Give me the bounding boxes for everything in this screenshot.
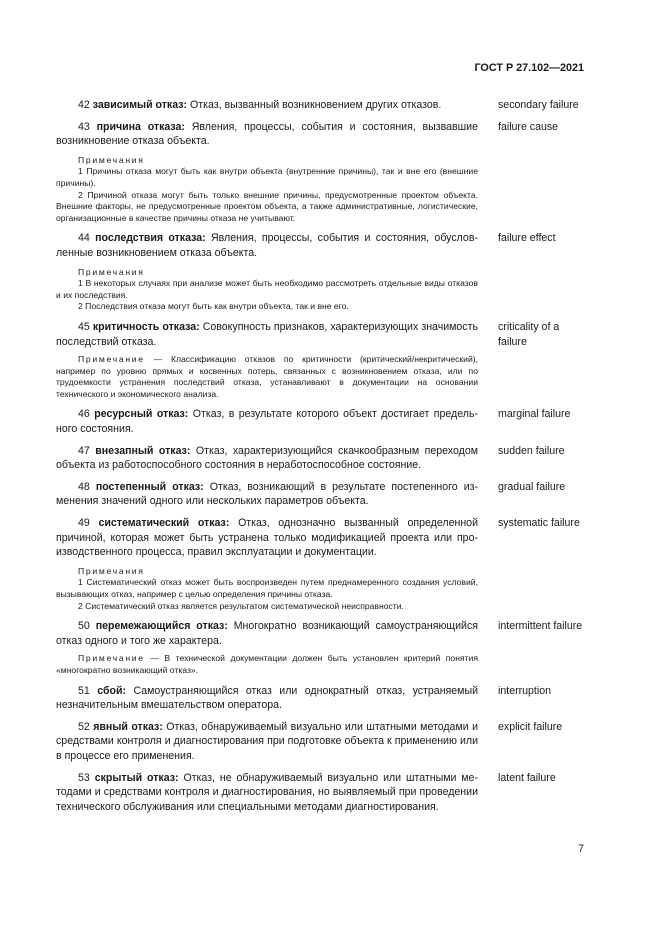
term-entry-45 xyxy=(56,320,584,401)
term-english-equivalent: explicit failure xyxy=(498,720,563,733)
note-item: 1 Причины отказа могут быть как внутри объекта (внутренние причины), так и вне его (внешние причины). xyxy=(56,166,478,188)
term-name: критичность отказа: xyxy=(92,320,200,333)
terms-list xyxy=(56,98,584,821)
notes-heading: Примечания xyxy=(78,565,145,576)
term-number: 45 xyxy=(78,320,90,333)
term-number: 49 xyxy=(78,517,90,530)
term-definition: Отказ, не обнаруживаемый визуально или штатными методами и средствами контроля и диагностирования, но выявляемый при проведении технического обслуживания или специальными методами диагностирования. xyxy=(56,771,478,813)
note-item: 1 Систематический отказ может быть воспроизведен путем преднамеренного создания условий, вызывающих отказ, например с целью определения причины отказа. xyxy=(56,577,478,599)
term-entry-43 xyxy=(56,120,584,225)
term-name: причина отказа: xyxy=(96,120,185,133)
term-name: внезапный отказ: xyxy=(95,444,191,457)
note-label: Примечание xyxy=(78,354,145,365)
term-entry-42 xyxy=(56,98,584,113)
term-entry-44 xyxy=(56,231,584,313)
note-item: 2 Систематический отказ является результатом систематической неисправности. xyxy=(78,600,404,611)
term-english-equivalent: sudden failure xyxy=(498,444,565,457)
term-english-equivalent: marginal failure xyxy=(498,408,571,421)
term-number: 42 xyxy=(78,99,90,111)
note-text: — В технической документации должен быть установлен критерий понятия «многократно возникающий отказ». xyxy=(56,653,478,675)
term-number: 47 xyxy=(78,444,90,457)
note-text: — Классификацию отказов по критичности (критический/некритический), например по уровню прямых и косвенных потерь, связанных с возникновением отказа, или по трудоемкости устранения последствий отказа, устанавливают в документации на основании технического и экономического анализа. xyxy=(56,354,479,399)
term-definition: Отказ, однозначно вызванный определенной причиной, которая может быть устранена только модификацией проекта или производственного процесса, правил эксплуатации и документации. xyxy=(56,517,478,559)
term-english-equivalent: latent failure xyxy=(498,771,556,784)
term-definition: Отказ, вызванный возникновением других отказов. xyxy=(190,99,442,111)
notes-heading: Примечания xyxy=(78,266,145,277)
term-english-equivalent: failure cause xyxy=(498,120,559,133)
term-definition: Самоустраняющийся отказ или однократный отказ, устраняемый незначительным вмешательством оператора. xyxy=(56,684,478,712)
term-number: 52 xyxy=(78,720,90,733)
term-english-equivalent: criticality of a failure xyxy=(498,320,560,348)
notes-heading: Примечания xyxy=(78,154,145,165)
term-name: сбой: xyxy=(97,684,127,697)
term-number: 46 xyxy=(78,408,90,421)
term-entry-51 xyxy=(56,684,584,713)
term-number: 48 xyxy=(78,480,90,493)
term-entry-50 xyxy=(56,619,584,676)
term-entry-46 xyxy=(56,407,584,436)
term-name: систематический отказ: xyxy=(98,517,230,530)
term-name: явный отказ: xyxy=(93,720,163,733)
term-english-equivalent: interruption xyxy=(498,684,551,697)
term-definition: Явления, процессы, события и состояния, вызвавшие возникновение отказа объекта. xyxy=(56,120,478,148)
term-number: 44 xyxy=(78,232,90,245)
term-number: 53 xyxy=(78,771,90,784)
term-entry-49 xyxy=(56,516,584,612)
term-definition: Совокупность признаков, характеризующих значимость последствий отказа. xyxy=(56,320,478,348)
term-number: 51 xyxy=(78,684,90,697)
term-english-equivalent: failure effect xyxy=(498,232,556,245)
term-english-equivalent: gradual failure xyxy=(498,480,566,493)
term-definition: Отказ, возникающий в результате постепенного изменения значений одного или нескольких параметров объекта. xyxy=(56,480,479,508)
term-english-equivalent: systematic failure xyxy=(498,517,580,530)
term-name: постепенный отказ: xyxy=(95,480,204,493)
note-item: 2 Последствия отказа могут быть как внутри объекта, так и вне его. xyxy=(78,301,349,312)
page-number: 7 xyxy=(578,843,584,855)
note-single xyxy=(56,653,478,676)
term-definition: Отказ, в результате которого объект достигает предельного состояния. xyxy=(56,408,478,436)
note-label: Примечание xyxy=(78,653,145,664)
term-name: последствия отказа: xyxy=(95,232,206,245)
term-name: зависимый отказ: xyxy=(92,99,188,111)
document-code-header: ГОСТ Р 27.102—2021 xyxy=(474,62,584,74)
term-english-equivalent: intermittent failure xyxy=(498,620,583,633)
note-item: 2 Причиной отказа могут быть только внешние причины, предусмотренные проектом объекта. Внешние факторы, не предусмотренные проектом объекта, а также административные, логистические, организационные в качестве причины отказа не учитывают. xyxy=(56,189,478,223)
term-name: скрытый отказ: xyxy=(94,771,179,784)
term-entry-53 xyxy=(56,771,584,815)
term-name: ресурсный отказ: xyxy=(94,408,189,421)
term-entry-48 xyxy=(56,480,584,509)
note-item: 1 В некоторых случаях при анализе может быть необходимо рассмотреть отдельные виды отказов и их последствия. xyxy=(56,278,478,300)
term-english-equivalent: secondary failure xyxy=(498,99,579,111)
term-number: 43 xyxy=(78,120,90,133)
term-name: перемежающийся отказ: xyxy=(95,620,228,633)
term-definition: Отказ, обнаруживаемый визуально или штатными методами и средствами контроля и диагностирования при подготовке объекта к применению или в процессе его применения. xyxy=(56,720,478,762)
term-entry-47 xyxy=(56,444,584,473)
term-definition: Явления, процессы, события и состояния, обусловленные возникновением отказа объекта. xyxy=(56,232,478,259)
term-definition: Отказ, характеризующийся скачкообразным переходом объекта из работоспособного состояния в неработоспособное состояние. xyxy=(56,444,478,472)
term-entry-52 xyxy=(56,720,584,764)
note-single xyxy=(56,354,478,400)
term-definition: Многократно возникающий самоустраняющийся отказ одного и того же характера. xyxy=(56,620,478,647)
term-number: 50 xyxy=(78,620,90,633)
